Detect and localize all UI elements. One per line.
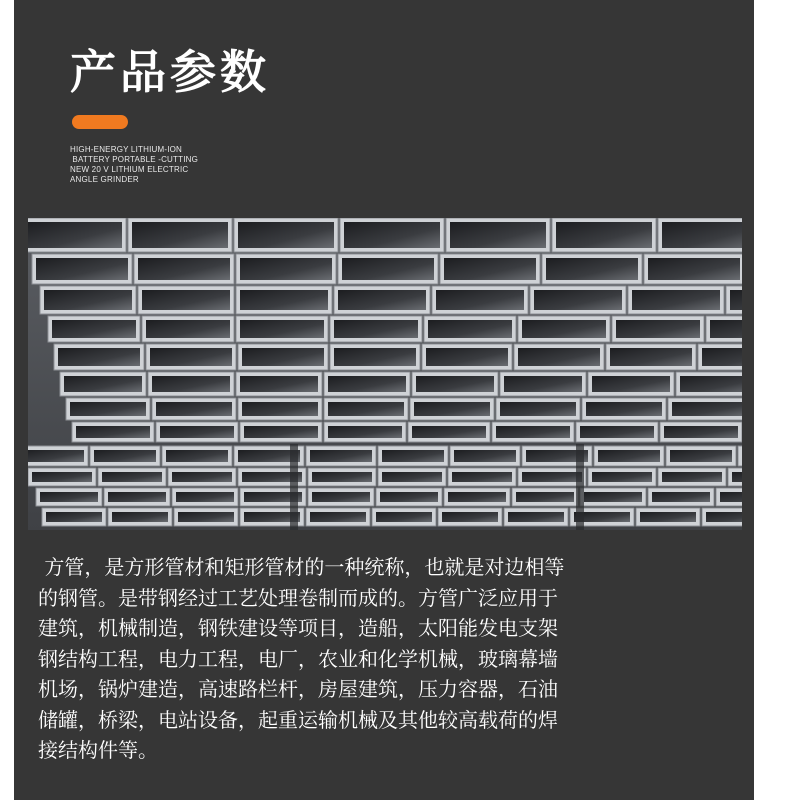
tube-hole xyxy=(454,450,516,462)
tube-hole xyxy=(310,512,366,522)
description-line: 建筑，机械制造，钢铁建设等项目，造船，太阳能发电支架 xyxy=(38,616,558,640)
tube-hole xyxy=(580,426,654,438)
tube-hole xyxy=(452,472,512,482)
tube-hole xyxy=(648,258,740,280)
tube-hole xyxy=(592,472,652,482)
tube-hole xyxy=(242,402,318,416)
tube-hole xyxy=(46,512,102,522)
tube-hole xyxy=(176,492,234,502)
tube-hole xyxy=(142,290,230,310)
tube-hole xyxy=(586,402,662,416)
bundle-gap xyxy=(290,444,298,530)
tube-hole xyxy=(344,222,440,248)
tube-hole xyxy=(70,402,146,416)
tube-hole xyxy=(664,426,738,438)
tube-hole xyxy=(328,402,404,416)
tube-hole xyxy=(64,376,142,392)
tube-hole xyxy=(516,492,574,502)
tube-hole xyxy=(598,450,660,462)
tube-hole xyxy=(28,222,122,248)
tube-hole xyxy=(76,426,150,438)
tube-hole xyxy=(416,376,494,392)
tube-hole xyxy=(32,472,92,482)
description-line: 接结构件等。 xyxy=(38,738,158,762)
tube-hole xyxy=(36,258,128,280)
tube-hole xyxy=(150,348,232,366)
tube-hole xyxy=(592,376,670,392)
tube-hole xyxy=(412,426,486,438)
tube-hole xyxy=(632,290,720,310)
product-description xyxy=(38,552,738,766)
tube-hole xyxy=(310,450,372,462)
tube-hole xyxy=(382,472,442,482)
tube-hole xyxy=(112,512,168,522)
tube-hole xyxy=(652,492,710,502)
tube-hole xyxy=(160,426,234,438)
tube-hole xyxy=(522,320,606,338)
tube-hole xyxy=(156,402,232,416)
tube-hole xyxy=(138,258,230,280)
tube-hole xyxy=(448,492,506,502)
tube-hole xyxy=(500,402,576,416)
tube-hole xyxy=(534,290,622,310)
tube-hole xyxy=(496,426,570,438)
tube-hole xyxy=(328,426,402,438)
tube-hole xyxy=(328,376,406,392)
tube-hole xyxy=(238,222,334,248)
subtitle-line: BATTERY PORTABLE -CUTTING xyxy=(70,155,199,164)
tube-hole xyxy=(342,258,434,280)
subtitle-line: ANGLE GRINDER xyxy=(70,175,139,184)
tube-hole xyxy=(44,290,132,310)
tube-hole xyxy=(640,512,696,522)
subtitle-line: NEW 20 V LITHIUM ELECTRIC xyxy=(70,165,189,174)
tube-hole xyxy=(414,402,490,416)
tube-hole xyxy=(312,492,370,502)
steel-tubes-photo xyxy=(28,218,742,530)
tube-hole xyxy=(584,492,642,502)
tube-hole xyxy=(518,348,600,366)
description-line: 方管，是方形管材和矩形管材的一种统称，也就是对边相等 xyxy=(38,555,565,579)
tube-hole xyxy=(662,222,742,248)
tube-hole xyxy=(244,426,318,438)
tube-hole xyxy=(504,376,582,392)
description-line: 机场，锅炉建造，高速路栏杆，房屋建筑，压力容器，石油 xyxy=(38,677,558,701)
tube-hole xyxy=(58,348,140,366)
tube-hole xyxy=(382,450,444,462)
bundle-gap xyxy=(576,444,584,530)
tube-hole xyxy=(102,472,162,482)
tube-hole xyxy=(240,376,318,392)
tube-hole xyxy=(152,376,230,392)
tube-hole xyxy=(376,512,432,522)
tube-hole xyxy=(178,512,234,522)
tube-hole xyxy=(508,512,564,522)
tube-hole xyxy=(312,472,372,482)
tube-hole xyxy=(662,472,722,482)
tube-hole xyxy=(610,348,692,366)
tube-hole xyxy=(720,492,742,502)
tube-hole xyxy=(556,222,652,248)
tube-hole xyxy=(172,472,232,482)
subtitle-block xyxy=(70,145,270,185)
tube-hole xyxy=(28,450,84,462)
tube-hole xyxy=(732,472,742,482)
tube-hole xyxy=(670,450,732,462)
tube-hole xyxy=(146,320,230,338)
page-title: 产品参数 xyxy=(70,45,270,99)
tube-end xyxy=(738,446,742,466)
tube-hole xyxy=(680,376,742,392)
tube-hole xyxy=(240,258,332,280)
tube-hole xyxy=(240,320,324,338)
tube-hole xyxy=(40,492,98,502)
subtitle-line: HIGH-ENERGY LITHIUM-ION xyxy=(70,145,183,154)
tube-hole xyxy=(132,222,228,248)
description-line: 储罐，桥梁，电站设备，起重运输机械及其他较高载荷的焊 xyxy=(38,707,558,732)
tube-hole xyxy=(546,258,638,280)
tube-hole xyxy=(108,492,166,502)
tube-hole xyxy=(522,472,582,482)
accent-bar xyxy=(72,115,128,129)
tube-hole xyxy=(444,258,536,280)
tube-hole xyxy=(240,290,328,310)
tube-hole xyxy=(52,320,136,338)
tube-hole xyxy=(334,348,416,366)
tube-hole xyxy=(380,492,438,502)
tube-hole xyxy=(94,450,156,462)
tube-hole xyxy=(242,348,324,366)
tube-hole xyxy=(672,402,742,416)
tube-hole xyxy=(616,320,700,338)
tube-hole xyxy=(334,320,418,338)
tube-hole xyxy=(702,348,742,366)
description-line: 的钢管。是带钢经过工艺处理卷制而成的。方管广泛应用于 xyxy=(38,585,558,610)
tube-hole xyxy=(166,450,228,462)
tube-hole xyxy=(338,290,426,310)
steel-tubes-illustration xyxy=(28,218,742,530)
tube-hole xyxy=(706,512,742,522)
description-line: 钢结构工程，电力工程，电厂，农业和化学机械，玻璃幕墙 xyxy=(38,646,558,671)
tube-hole xyxy=(450,222,546,248)
tube-hole xyxy=(428,320,512,338)
tube-hole xyxy=(436,290,524,310)
tube-hole xyxy=(442,512,498,522)
tube-hole xyxy=(426,348,508,366)
tube-hole xyxy=(730,290,742,310)
tube-hole xyxy=(710,320,742,338)
